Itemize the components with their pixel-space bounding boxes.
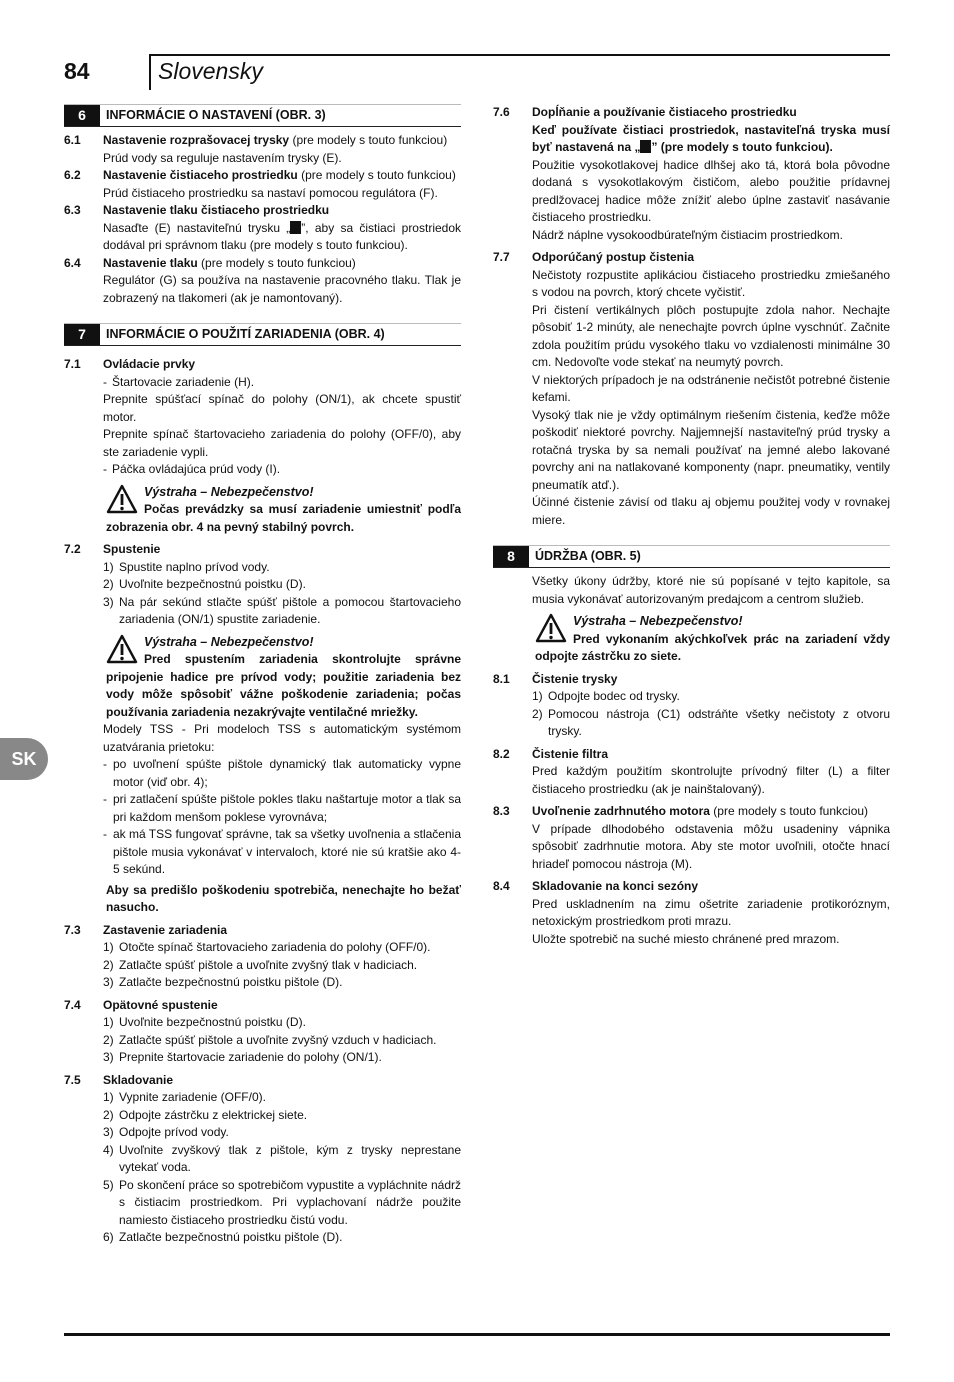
list-item: 5) Po skončení práce so spotrebičom vypustite a vypláchnite nádrž s čistiacim prostriedkom. Pri vyplachovaní nádrže použite namiesto čistiaceho prostriedku čistú vodu. <box>103 1177 461 1230</box>
item-number: 7.7 <box>493 250 510 264</box>
list-item: 6) Zatlačte bezpečnostnú poistku pištole (D). <box>103 1229 461 1247</box>
list-text: Odpojte bodec od trysky. <box>548 689 680 703</box>
item-note: (pre modely s touto funkciou) <box>297 168 456 182</box>
item-6-3 <box>64 202 461 220</box>
warning-triangle-icon <box>535 613 567 643</box>
item-7-2 <box>64 541 461 559</box>
item-6-4 <box>64 255 461 273</box>
item-title: Čistenie trysky <box>532 671 618 686</box>
list-item: - Štartovacie zariadenie (H). <box>103 374 461 392</box>
list-text: Vypnite zariadenie (OFF/0). <box>119 1090 266 1104</box>
item-title: Skladovanie na konci sezóny <box>532 879 699 893</box>
list-text: pri zatlačení spúšte pištole pokles tlaku naštartuje motor a tlak sa pri každom menšom poklese vyrovnáva; <box>113 792 461 824</box>
item-number: 8.4 <box>493 879 510 893</box>
item-number: 7.1 <box>64 357 81 371</box>
item-number: 8.1 <box>493 671 510 686</box>
section-7-header <box>64 323 461 346</box>
list-item: 2) Uvoľnite bezpečnostnú poistku (D). <box>103 576 461 594</box>
list-text: Po skončení práce so spotrebičom vypustite a vypláchnite nádrž s čistiacim prostriedkom. Pri vyplachovaní nádrže použite namiesto čistiaceho prostriedku čistú vodu. <box>119 1177 461 1227</box>
list-item: - Páčka ovládajúca prúd vody (I). <box>103 461 461 479</box>
tss-intro: Modely TSS - Pri modeloch TSS s automatickým systémom uzatvárania prietoku: <box>103 722 461 754</box>
item-title: Zastavenie zariadenia <box>103 922 228 937</box>
item-note: (pre modely s touto funkciou) <box>289 133 448 147</box>
warning-box <box>106 634 461 722</box>
item-title: Uvoľnenie zadrhnutého motora <box>532 804 710 818</box>
list-item: 3) Zatlačte bezpečnostnú poistku pištole (D). <box>103 974 461 992</box>
item-number: 6.1 <box>64 133 81 147</box>
list-item: 3) Odpojte prívod vody. <box>103 1124 461 1142</box>
paragraph: V niektorých prípadoch je na odstránenie nečistôt potrebné čistenie kefami. <box>532 372 890 404</box>
item-note: (pre modely s touto funkciou) <box>197 255 356 270</box>
item-number: 6.4 <box>64 255 81 270</box>
list-item: 1) Odpojte bodec od trysky. <box>532 688 890 706</box>
item-number: 6.2 <box>64 168 81 182</box>
item-8-3 <box>493 803 890 821</box>
warning-title: Výstraha – Nebezpečenstvo! <box>573 614 743 628</box>
item-title: Nastavenie tlaku <box>103 255 198 270</box>
item-title: Nastavenie čistiaceho prostriedku <box>103 168 298 182</box>
list-item: 1) Uvoľnite bezpečnostnú poistku (D). <box>103 1014 461 1032</box>
paragraph: Všetky úkony údržby, ktoré nie sú popísané v tejto kapitole, sa musia vykonávať autorizovaným predajcom a centrom služieb. <box>532 574 890 606</box>
list-text: Uvoľnite zvyškový tlak z pištole, kým z trysky neprestane vytekať voda. <box>119 1142 461 1174</box>
item-7-4 <box>64 997 461 1015</box>
list-text: Uvoľnite bezpečnostnú poistku (D). <box>119 1015 306 1029</box>
list-text: ak má TSS fungovať správne, tak sa všetky uvoľnenia a stlačenia pištole musia vykonávať v intervaloch, ktoré nie sú kratšie ako 4-5 sekúnd. <box>113 827 461 876</box>
section-number: 8 <box>493 546 529 567</box>
tss-warning: Aby sa predišlo poškodeniu spotrebiča, nenechajte ho bežať nasucho. <box>106 882 461 914</box>
item-note: (pre modely s touto funkciou) <box>709 804 869 818</box>
item-7-3 <box>64 922 461 940</box>
item-text <box>103 220 461 255</box>
warning-triangle-icon <box>106 634 138 664</box>
warning-box <box>106 484 461 537</box>
paragraph: Uložte spotrebič na suché miesto chránené pred mrazom. <box>532 931 840 946</box>
bold-note <box>532 122 890 157</box>
section-number: 7 <box>64 324 100 345</box>
list-text: Uvoľnite bezpečnostnú poistku (D). <box>119 577 306 591</box>
item-title: Odporúčaný postup čistenia <box>532 250 695 264</box>
item-text: Prúd čistiaceho prostriedku sa nastaví pomocou regulátora (F). <box>103 185 438 200</box>
list-item: - pri zatlačení spúšte pištole pokles tlaku naštartuje motor a tlak sa pri každom menšom poklese vyrovnáva; <box>103 791 461 826</box>
list-text: Zatlačte spúšť pištole a uvoľnite zvyšný tlak v hadiciach. <box>119 957 418 972</box>
list-text: Na pár sekúnd stlačte spúšť pištole a pomocou štartovacieho zariadenia (ON/1) spustite zariadenie. <box>119 594 461 626</box>
section-6-header <box>64 104 461 127</box>
warning-title: Výstraha – Nebezpečenstvo! <box>144 484 314 499</box>
section-number: 6 <box>64 105 100 126</box>
item-number: 7.3 <box>64 922 81 937</box>
item-title: Nastavenie rozprašovacej trysky <box>103 133 290 147</box>
list-text: po uvoľnení spúšte pištole dynamický tlak automaticky vypne motor (viď obr. 4); <box>113 757 461 789</box>
list-text: Prepnite štartovacie zariadenie do polohy (ON/1). <box>119 1050 382 1064</box>
item-title: Spustenie <box>103 542 161 556</box>
footer-rule <box>64 1333 890 1336</box>
item-number: 7.4 <box>64 997 81 1012</box>
page-number: 84 <box>64 58 90 84</box>
header-rule <box>149 54 890 56</box>
item-text: Prúd vody sa reguluje nastavením trysky (E). <box>103 150 342 165</box>
item-number: 6.3 <box>64 203 81 217</box>
list-item: - po uvoľnení spúšte pištole dynamický tlak automaticky vypne motor (viď obr. 4); <box>103 756 461 791</box>
section-8-header <box>493 545 890 568</box>
paragraph: V prípade dlhodobého odstavenia môžu usadeniny vápnika spôsobiť zadrhnutie motora. Aby ste motor uvoľnili, otočte hnací hriadeľ pomocou nástroja (M). <box>532 821 890 871</box>
paragraph: Účinné čistenie závisí od tlaku aj objemu použitej vody v rovnakej miere. <box>532 495 890 527</box>
section-title: ÚDRŽBA (OBR. 5) <box>535 548 641 563</box>
paragraph: Vysoký tlak nie je vždy optimálnym riešením čistenia, keďže môže poškodiť niektoré povrchy. Najjemnejší nastaviteľný prúd trysky a rotačná tryska by sa nemali používať na jemné alebo lakované povrchy ani na natlakované komponenty (napr. pneumatiky, ventily pneumatík atď.). <box>532 407 890 492</box>
warning-text: Pred spustením zariadenia skontrolujte správne pripojenie hadice pre prívod vody; použitie zariadenia bez vody môže spôsobiť vážne poškodenie zariadenia; počas používania zariadenia nezakrývajte ventilačné mriežky. <box>106 652 461 719</box>
text-part: ” (pre modely s touto funkciou). <box>651 140 833 154</box>
item-6-1 <box>64 132 461 150</box>
list-item: 1) Vypnite zariadenie (OFF/0). <box>103 1089 461 1107</box>
header-rule-vertical <box>149 54 151 90</box>
item-8-1 <box>493 671 890 689</box>
item-title: Nastavenie tlaku čistiaceho prostriedku <box>103 203 330 217</box>
section-title: INFORMÁCIE O NASTAVENÍ (OBR. 3) <box>106 107 326 122</box>
item-title: Opätovné spustenie <box>103 997 218 1012</box>
list-item: 4) Uvoľnite zvyškový tlak z pištole, kým z trysky neprestane vytekať voda. <box>103 1142 461 1177</box>
paragraph: Pred uskladnením na zimu ošetrite zariadenie protikoróznym, netoxickým prostriedkom proti mrazu. <box>532 896 890 928</box>
list-item: 1) Otočte spínač štartovacieho zariadenia do polohy (OFF/0). <box>103 939 461 957</box>
warning-box <box>535 613 890 666</box>
item-title: Skladovanie <box>103 1072 174 1087</box>
list-text: Spustite naplno prívod vody. <box>119 559 270 574</box>
item-title: Čistenie filtra <box>532 746 609 761</box>
paragraph: Nečistoty rozpustite aplikáciou čistiaceho prostriedku zmiešaného s vodou na povrch, ktorý chcete vyčistiť. <box>532 267 890 299</box>
warning-title: Výstraha – Nebezpečenstvo! <box>144 634 314 649</box>
list-item: 2) Odpojte zástrčku z elektrickej siete. <box>103 1107 461 1125</box>
item-number: 7.6 <box>493 105 510 119</box>
detergent-nozzle-icon <box>290 221 301 234</box>
language-side-tab: SK <box>0 738 48 780</box>
list-item: 1) Spustite naplno prívod vody. <box>103 559 461 577</box>
text-part: ”, aby sa čistiaci prostriedok dodával pri správnom tlaku (pre modely s touto funkciou). <box>103 220 461 252</box>
item-7-5 <box>64 1072 461 1090</box>
list-text: Zatlačte bezpečnostnú poistku pištole (D). <box>119 1230 343 1244</box>
left-column <box>64 104 461 1247</box>
paragraph: Prepnite spínač štartovacieho zariadenia do polohy (OFF/0), aby ste zariadenie vypli. <box>103 427 461 459</box>
paragraph: Pri čistení vertikálnych plôch postupujte zdola nahor. Nechajte pôsobiť 1-2 minúty, ale nenechajte povrch úplne vyschnúť. Začnite zdola použitím prúdu vysokého tlaku vo vzdialenosti minimálne 30 cm. Nedovoľte vode stekať na neumytý povrch. <box>532 302 890 369</box>
item-number: 8.2 <box>493 746 510 761</box>
list-text: Zatlačte spúšť pištole a uvoľnite zvyšný vzduch v hadiciach. <box>119 1032 437 1047</box>
item-text: Regulátor (G) sa používa na nastavenie pracovného tlaku. Tlak je zobrazený na tlakomeri (ak je namontovaný). <box>103 273 461 305</box>
list-text: Štartovacie zariadenie (H). <box>112 374 255 389</box>
right-column <box>493 104 890 948</box>
paragraph: Nádrž náplne vysokoodbúrateľným čistiacim prostriedkom. <box>532 227 843 242</box>
list-item: 3) Prepnite štartovacie zariadenie do polohy (ON/1). <box>103 1049 461 1067</box>
item-number: 7.5 <box>64 1072 81 1087</box>
item-number: 7.2 <box>64 542 81 556</box>
warning-triangle-icon <box>106 484 138 514</box>
item-6-2 <box>64 167 461 185</box>
paragraph: Prepnite spúšťací spínač do polohy (ON/1), ak chcete spustiť motor. <box>103 392 461 424</box>
list-text: Otočte spínač štartovacieho zariadenia do polohy (OFF/0). <box>119 940 431 954</box>
list-text: Zatlačte bezpečnostnú poistku pištole (D). <box>119 975 343 989</box>
item-8-4 <box>493 878 890 896</box>
item-number: 8.3 <box>493 804 510 818</box>
paragraph: Pred každým použitím skontrolujte prívodný filter (L) a filter čistiaceho prostriedku (ak je nainštalovaný). <box>532 764 890 796</box>
list-item: - ak má TSS fungovať správne, tak sa všetky uvoľnenia a stlačenia pištole musia vykonávať v intervaloch, ktoré nie sú kratšie ako 4-5 sekúnd. <box>103 826 461 879</box>
item-7-6 <box>493 104 890 122</box>
warning-text: Počas prevádzky sa musí zariadenie umiestniť podľa zobrazenia obr. 4 na pevný stabilný povrch. <box>106 502 461 534</box>
list-text: Pomocou nástroja (C1) odstráňte všetky nečistoty z otvoru trysky. <box>548 706 890 738</box>
list-item: 2) Zatlačte spúšť pištole a uvoľnite zvyšný tlak v hadiciach. <box>103 957 461 975</box>
item-8-2 <box>493 746 890 764</box>
list-item: 2) Pomocou nástroja (C1) odstráňte všetky nečistoty z otvoru trysky. <box>532 706 890 741</box>
text-part: Keď používate čistiaci prostriedok, nastaviteľná tryska musí byť nastavená na „ <box>532 122 890 154</box>
list-text: Odpojte zástrčku z elektrickej siete. <box>119 1107 308 1122</box>
text-part: Nasaďte (E) nastaviteľnú trysku „ <box>103 220 291 235</box>
list-text: Odpojte prívod vody. <box>119 1125 229 1139</box>
item-7-7 <box>493 249 890 267</box>
detergent-nozzle-icon <box>640 140 651 153</box>
list-item: 2) Zatlačte spúšť pištole a uvoľnite zvyšný vzduch v hadiciach. <box>103 1032 461 1050</box>
list-item: 3) Na pár sekúnd stlačte spúšť pištole a pomocou štartovacieho zariadenia (ON/1) spustite zariadenie. <box>103 594 461 629</box>
warning-text: Pred vykonaním akýchkoľvek prác na zariadení vždy odpojte zástrčku zo siete. <box>535 631 890 663</box>
item-title: Dopĺňanie a používanie čistiaceho prostriedku <box>532 105 797 119</box>
section-title: INFORMÁCIE O POUŽITÍ ZARIADENIA (OBR. 4) <box>106 326 385 341</box>
language-title: Slovensky <box>158 58 263 84</box>
item-title: Ovládacie prvky <box>103 357 196 371</box>
item-7-1 <box>64 356 461 374</box>
list-text: Páčka ovládajúca prúd vody (I). <box>112 462 281 476</box>
paragraph: Použitie vysokotlakovej hadice dlhšej ako tá, ktorá bola pôvodne dodaná s vysokotlakovým čističom, alebo použitie prídavnej predlžovacej hadice môže znížiť alebo úplne zastaviť nasávanie čistiaceho prostriedku. <box>532 157 890 224</box>
